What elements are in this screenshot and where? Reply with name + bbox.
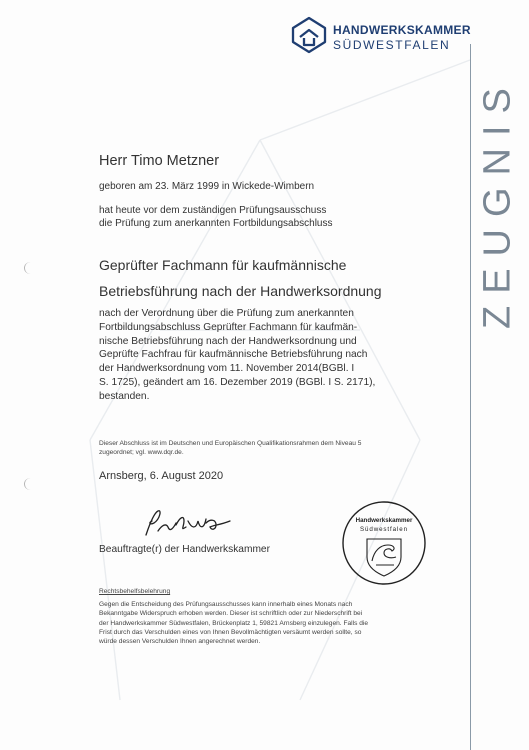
regulation-line: nach der Verordnung über die Prüfung zum anerkannten bbox=[99, 308, 354, 319]
legal-notice-line: Bekanntgabe Widerspruch erhoben werden. Dieser ist schriftlich oder zur Niederschrift bei bbox=[99, 610, 363, 618]
legal-notice bbox=[99, 587, 368, 646]
official-seal bbox=[340, 499, 428, 587]
legal-notice-line: würde dessen Verschulden Ihnen angerechnet werden. bbox=[99, 638, 261, 646]
dqr-note-line: zugeordnet; vgl. www.dqr.de. bbox=[99, 449, 184, 457]
dqr-note bbox=[99, 439, 361, 457]
signature-handwriting bbox=[140, 505, 240, 545]
regulation-line: Fortbildungsabschluss Geprüfter Fachmann für kaufmän- bbox=[99, 321, 358, 333]
vertical-rule bbox=[470, 44, 471, 750]
regulation-line: bestanden. bbox=[99, 390, 150, 402]
regulation-paragraph bbox=[99, 307, 375, 404]
exam-statement-line2: die Prüfung zum anerkannten Fortbildungsabschluss bbox=[99, 218, 333, 229]
brand-name: HANDWERKSKAMMER bbox=[333, 23, 471, 37]
recipient-name: Herr Timo Metzner bbox=[99, 153, 220, 169]
regulation-line: der Handwerksordnung vom 11. November 2014(BGBl. I bbox=[99, 363, 355, 375]
punch-hole-top bbox=[24, 262, 37, 274]
qualification-title bbox=[99, 252, 382, 304]
legal-notice-heading: Rechtsbehelfsbelehrung bbox=[99, 588, 171, 595]
exam-statement-line1: hat heute vor dem zuständigen Prüfungsausschuss bbox=[99, 205, 327, 216]
legal-notice-line: Gegen die Entscheidung des Prüfungsausschusses kann innerhalb eines Monats nach bbox=[99, 601, 353, 609]
dqr-note-line: Dieser Abschluss ist im Deutschen und Europäischen Qualifikationsrahmen dem Niveau 5 bbox=[99, 440, 362, 447]
brand-region: SÜDWESTFALEN bbox=[333, 38, 451, 52]
qualification-title-line2: Betriebsführung nach der Handwerksordnung bbox=[99, 283, 382, 299]
punch-hole-bottom bbox=[24, 478, 37, 490]
place-date: Arnsberg, 6. August 2020 bbox=[99, 470, 224, 482]
legal-notice-line: der Handwerkskammer Südwestfalen, Brückenplatz 1, 59821 Arnsberg einzulegen. Falls die bbox=[99, 619, 369, 627]
svg-text:Handwerkskammer: Handwerkskammer bbox=[355, 517, 413, 524]
legal-notice-line: Frist durch das Verschulden eines von Ihnen Bevollmächtigten versäumt werden sollte, so bbox=[99, 628, 362, 636]
regulation-line: Geprüfte Fachfrau für kaufmännische Betriebsführung nach bbox=[99, 349, 368, 361]
signature-caption: Beauftragte(r) der Handwerkskammer bbox=[99, 544, 270, 555]
handwerkskammer-logo-icon bbox=[289, 15, 329, 55]
document-title-vertical: ZEUGNIS bbox=[476, 76, 519, 330]
svg-text:Südwestfalen: Südwestfalen bbox=[360, 526, 408, 533]
qualification-title-line1: Geprüfter Fachmann für kaufmännische bbox=[99, 257, 347, 273]
regulation-line: nische Betriebsführung nach der Handwerksordnung und bbox=[99, 335, 357, 347]
regulation-line: S. 1725), geändert am 16. Dezember 2019 (BGBl. I S. 2171), bbox=[99, 376, 376, 388]
birth-line: geboren am 23. März 1999 in Wickede-Wimbern bbox=[99, 181, 315, 192]
